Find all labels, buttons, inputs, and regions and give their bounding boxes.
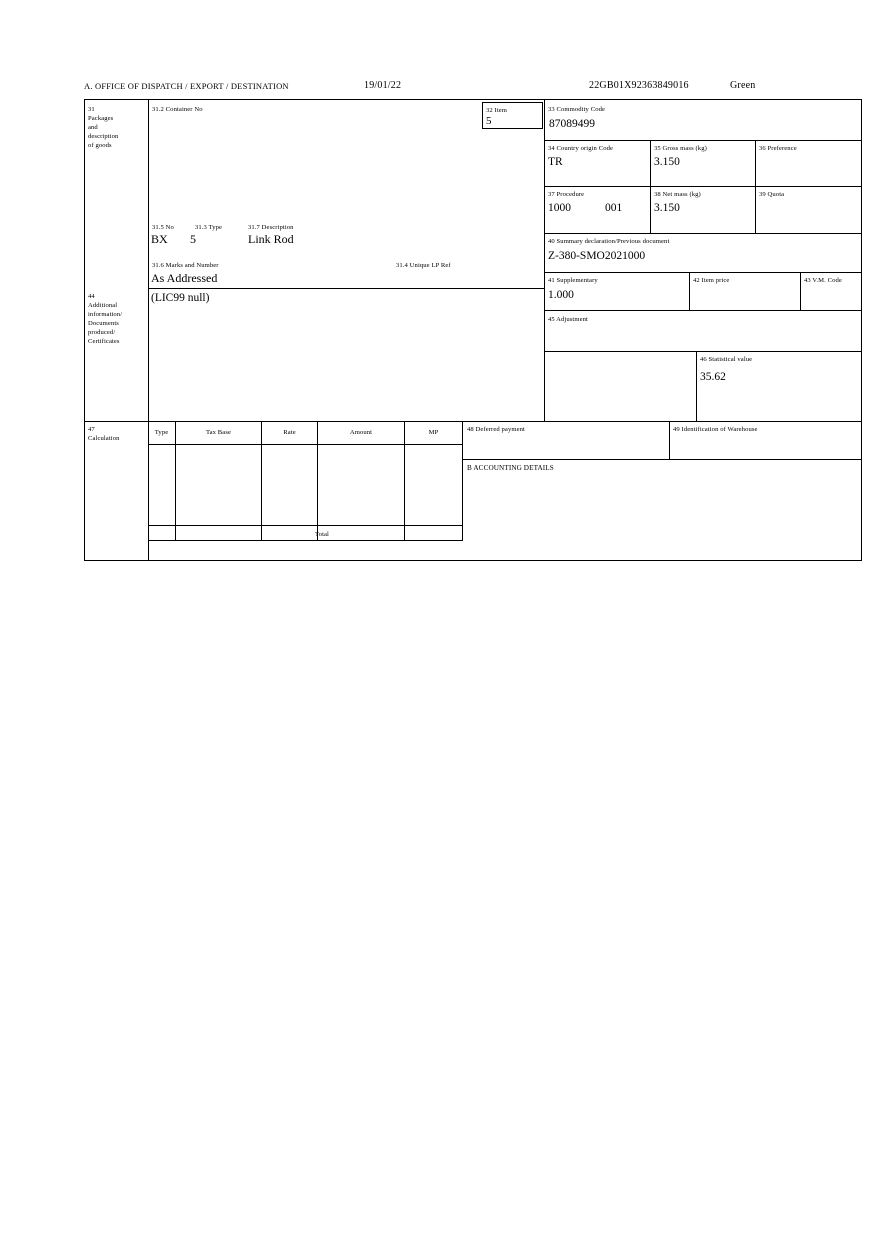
declaration-date: 19/01/22 <box>364 80 402 91</box>
box-b-label: B ACCOUNTING DETAILS <box>467 464 554 472</box>
box31-no-label: 31.5 No <box>152 224 174 231</box>
box38-box39-divider <box>755 186 756 233</box>
box40-label: 40 Summary declaration/Previous document <box>548 238 670 245</box>
box31-marks-label: 31.6 Marks and Number <box>152 262 219 269</box>
box39-label: 39 Quota <box>759 191 785 198</box>
box38-value: 3.150 <box>654 202 680 214</box>
box36-label: 36 Preference <box>759 145 797 152</box>
box31-description-value: Link Rod <box>248 232 294 246</box>
box35-value: 3.150 <box>654 156 680 168</box>
box38-label: 38 Net mass (kg) <box>654 191 701 198</box>
calc-col-header-type: Type <box>154 429 169 436</box>
box48-box49-divider <box>669 421 670 460</box>
box46-label: 46 Statistical value <box>700 356 753 363</box>
routing-lane: Green <box>730 80 756 91</box>
box44-label-line-0: Additional <box>88 302 118 309</box>
calc-col-divider-3 <box>317 422 318 541</box>
box41-row-bottom-divider <box>544 310 862 311</box>
box42-label: 42 Item price <box>693 277 730 284</box>
box31-label-line-1: and <box>88 124 98 131</box>
movement-reference-number: 22GB01X92363849016 <box>589 80 689 91</box>
office-of-dispatch-label: A. OFFICE OF DISPATCH / EXPORT / DESTINATION <box>84 81 289 91</box>
box33-value: 87089499 <box>549 118 595 130</box>
box37-row-bottom-divider <box>544 233 862 234</box>
box37-label: 37 Procedure <box>548 191 585 198</box>
box40-value: Z-380-SMO2021000 <box>548 250 646 262</box>
calc-col-header-mp: MP <box>428 429 439 436</box>
box32-item <box>482 102 543 129</box>
box47-label: Calculation <box>88 435 120 442</box>
box48-label: 48 Deferred payment <box>467 426 525 433</box>
box31-type-label: 31.3 Type <box>195 224 223 231</box>
box34-row-bottom-divider <box>544 186 862 187</box>
box37-value-1: 1000 <box>548 202 571 214</box>
box41-value: 1.000 <box>548 289 574 301</box>
box41-label: 41 Supplementary <box>548 277 598 284</box>
box34-label: 34 Country origin Code <box>548 145 614 152</box>
box45-bottom-divider <box>544 351 862 352</box>
calc-col-header-tax-base: Tax Base <box>205 429 232 436</box>
box33-label: 33 Commodity Code <box>548 106 606 113</box>
box31-unique-lp-ref-label: 31.4 Unique LP Ref <box>396 262 451 269</box>
box44-label-line-3: produced/ <box>88 329 116 336</box>
calc-col-divider-4 <box>404 422 405 541</box>
calc-col-header-amount: Amount <box>349 429 373 436</box>
box31-label-line-2: description <box>88 133 119 140</box>
box44-label-line-1: information/ <box>88 311 123 318</box>
calc-col-header-rate: Rate <box>283 429 296 436</box>
box35-box36-divider <box>755 140 756 186</box>
box37-box38-divider <box>650 186 651 233</box>
box48-bottom-divider <box>463 459 862 460</box>
calc-header-divider <box>148 444 462 445</box>
box46-divider <box>696 351 697 421</box>
box42-box43-divider <box>800 272 801 310</box>
box31-number: 31 <box>88 106 95 113</box>
box47-number: 47 <box>88 426 95 433</box>
box31-no-value: 5 <box>190 232 196 246</box>
box31-label-line-3: of goods <box>88 142 112 149</box>
calc-total-label: Total <box>315 531 329 538</box>
box44-label-line-4: Certificates <box>88 338 120 345</box>
calc-col-divider-2 <box>261 422 262 541</box>
header-row <box>84 80 862 96</box>
box31-box44-divider <box>148 288 544 289</box>
box34-box35-divider <box>650 140 651 186</box>
box44-value: (LIC99 null) <box>151 292 210 304</box>
box31-marks-value: As Addressed <box>151 271 218 285</box>
box31-type-value: BX <box>151 232 168 246</box>
box40-bottom-divider <box>544 272 862 273</box>
calc-col-divider-1 <box>175 422 176 541</box>
box41-box42-divider <box>689 272 690 310</box>
box46-value: 35.62 <box>700 371 726 383</box>
calc-total-divider <box>148 525 462 526</box>
box32-value: 5 <box>486 115 492 127</box>
box43-label: 43 V.M. Code <box>804 277 842 284</box>
box32-label: 32 Item <box>486 107 508 114</box>
box44-label-line-2: Documents <box>88 320 119 327</box>
box31-label-line-0: Packages <box>88 115 114 122</box>
box35-label: 35 Gross mass (kg) <box>654 145 707 152</box>
box31-container-no-label: 31.2 Container No <box>152 106 203 113</box>
box46-left-dotted-divider <box>544 351 545 421</box>
box31-description-label: 31.7 Description <box>248 224 294 231</box>
box34-value: TR <box>548 156 563 168</box>
box45-label: 45 Adjustment <box>548 316 588 323</box>
box47-calculation-table <box>148 421 463 541</box>
box44-number: 44 <box>88 293 95 300</box>
declaration-grid <box>84 99 862 561</box>
box49-label: 49 Identification of Warehouse <box>673 426 758 433</box>
box37-value-2: 001 <box>605 202 623 214</box>
box33-bottom-divider <box>544 140 862 141</box>
